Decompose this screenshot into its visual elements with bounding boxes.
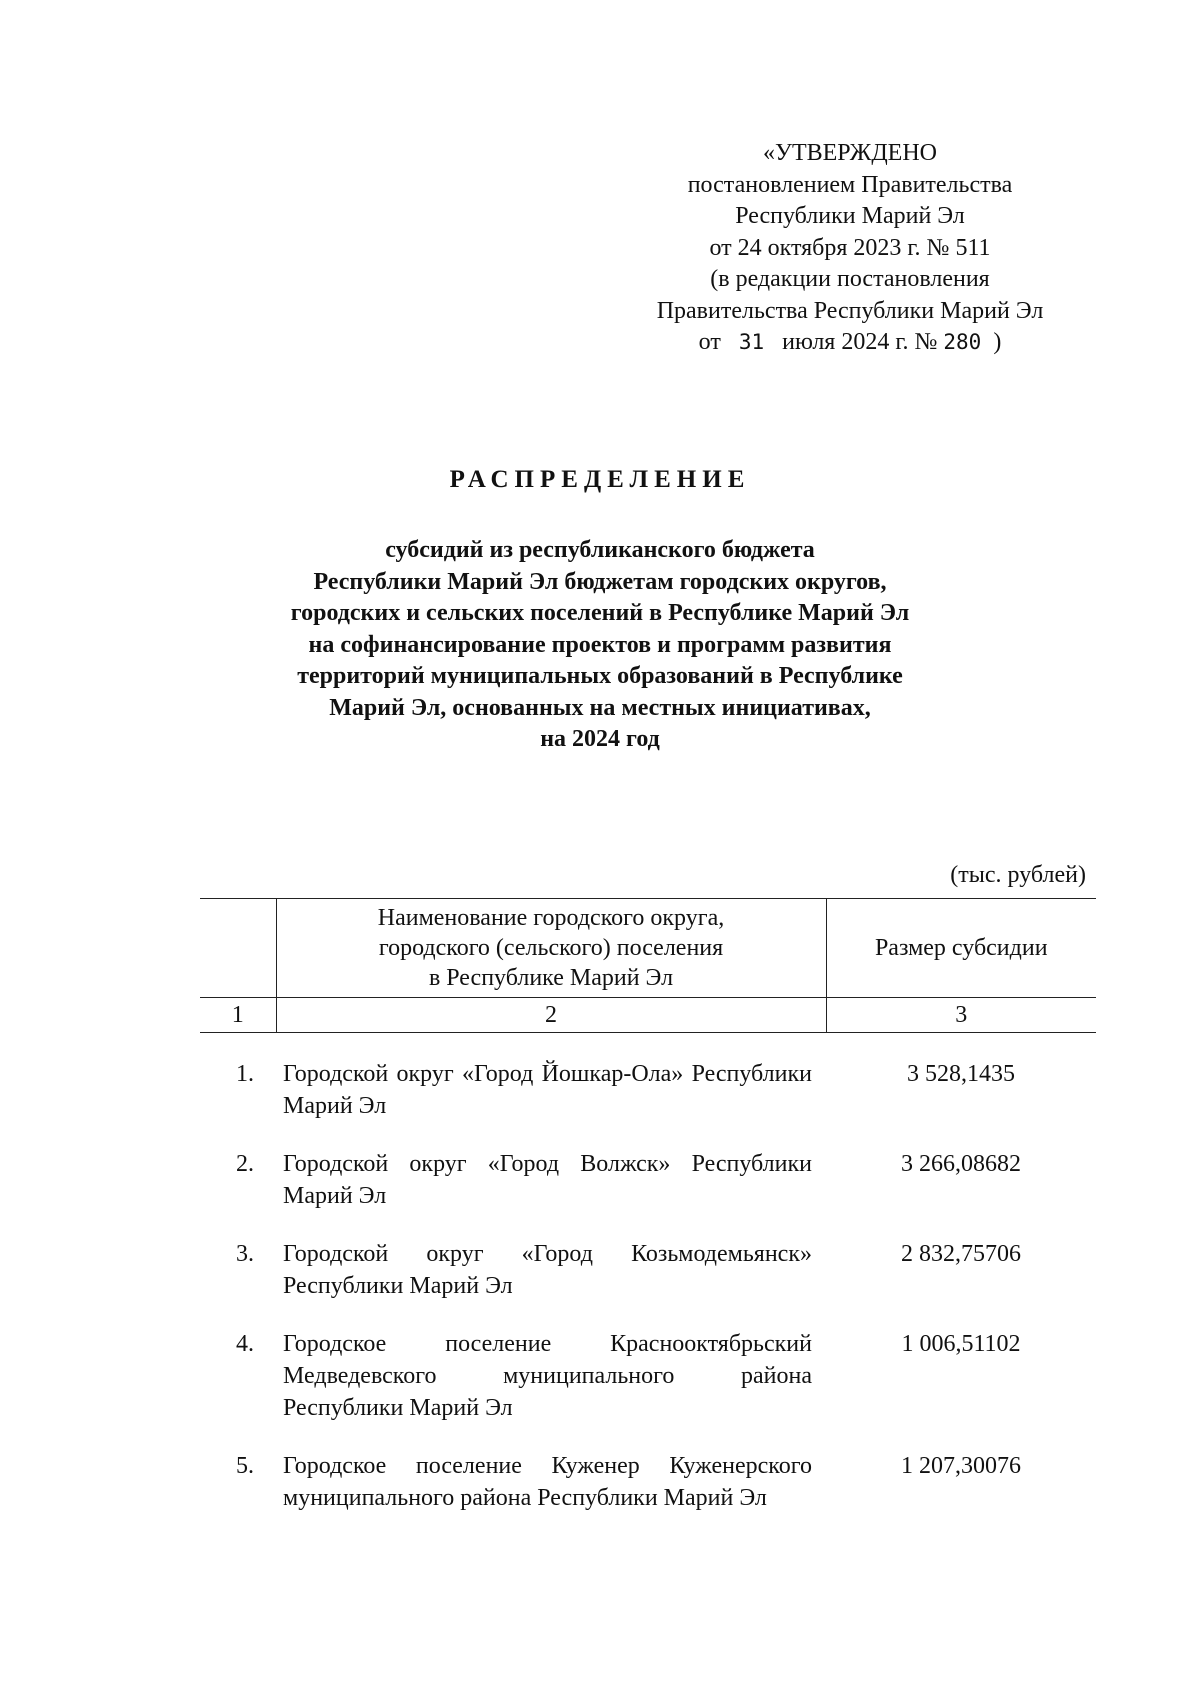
- row-number: 1.: [236, 1061, 254, 1087]
- table-row: [200, 1450, 1096, 1514]
- approval-line-5: (в редакции постановления: [710, 266, 990, 292]
- subtitle-line: Марий Эл, основанных на местных инициативах,: [329, 694, 871, 721]
- subtitle-line: на 2024 год: [540, 726, 660, 752]
- subtitle-line: городских и сельских поселений в Республике Марий Эл: [290, 600, 910, 626]
- header-name-line: Наименование городского округа,: [377, 905, 725, 931]
- row-name: Городское поселение Красноoктябрьский Медведевского муниципального района Республики Марий Эл: [283, 1331, 812, 1421]
- row-number: 2.: [236, 1151, 254, 1177]
- header-col-name: [276, 899, 826, 998]
- row-amount: 1 006,51102: [901, 1331, 1021, 1357]
- header-name-line: городского (сельского) поселения: [378, 935, 724, 961]
- subtitle-line: территорий муниципальных образований в Республике: [297, 663, 903, 689]
- row-number: 5.: [236, 1453, 254, 1479]
- table-body: [200, 1058, 1096, 1540]
- subtitle-line: субсидий из республиканского бюджета: [385, 537, 815, 563]
- row-amount: 1 207,30076: [901, 1453, 1021, 1479]
- table-row: [200, 1238, 1096, 1302]
- approval-from: от: [698, 329, 721, 355]
- approval-day: 31: [738, 330, 765, 354]
- row-number: 4.: [236, 1331, 254, 1357]
- approval-line-3: Республики Марий Эл: [735, 203, 965, 229]
- row-amount: 2 832,75706: [901, 1241, 1021, 1267]
- unit-label: (тыс. рублей): [950, 862, 1086, 888]
- document-title: РАСПРЕДЕЛЕНИЕ: [449, 466, 751, 493]
- header-col-amount: Размер субсидии: [826, 899, 1096, 998]
- row-amount: 3 266,08682: [901, 1151, 1021, 1177]
- approval-line-2: постановлением Правительства: [687, 171, 1013, 198]
- approval-line-4: от 24 октября 2023 г. № 511: [709, 234, 991, 261]
- row-name: Городской округ «Город Йошкар-Ола» Республики Марий Эл: [283, 1061, 812, 1119]
- table-row: [200, 1328, 1096, 1424]
- approval-close: ): [993, 329, 1002, 355]
- approval-line-1: «УТВЕРЖДЕНО: [762, 140, 938, 166]
- approval-month-year: июля 2024 г. №: [782, 329, 938, 355]
- row-number: 3.: [236, 1241, 254, 1267]
- approval-line-6: Правительства Республики Марий Эл: [656, 297, 1044, 324]
- header-name-line: в Республике Марий Эл: [428, 965, 674, 991]
- header-col-number: [200, 899, 276, 998]
- table-row: [200, 1148, 1096, 1212]
- approval-number: 280: [943, 330, 982, 354]
- document-subtitle: [200, 535, 1000, 756]
- column-number-2: 2: [276, 998, 826, 1033]
- row-name: Городское поселение Куженер Куженерского муниципального района Республики Марий Эл: [283, 1453, 812, 1511]
- subtitle-line: на софинансирование проектов и программ развития: [308, 631, 892, 658]
- row-amount: 3 528,1435: [907, 1061, 1015, 1087]
- table-row: [200, 1058, 1096, 1122]
- approval-line-7: [620, 327, 1080, 359]
- row-name: Городской округ «Город Козьмодемьянск» Республики Марий Эл: [283, 1241, 812, 1299]
- approval-block: [620, 138, 1080, 359]
- table-header: [200, 898, 1096, 1033]
- row-name: Городской округ «Город Волжск» Республики Марий Эл: [283, 1151, 812, 1209]
- subtitle-line: Республики Марий Эл бюджетам городских округов,: [313, 568, 887, 595]
- column-number-1: 1: [200, 998, 276, 1033]
- column-number-3: 3: [826, 998, 1096, 1033]
